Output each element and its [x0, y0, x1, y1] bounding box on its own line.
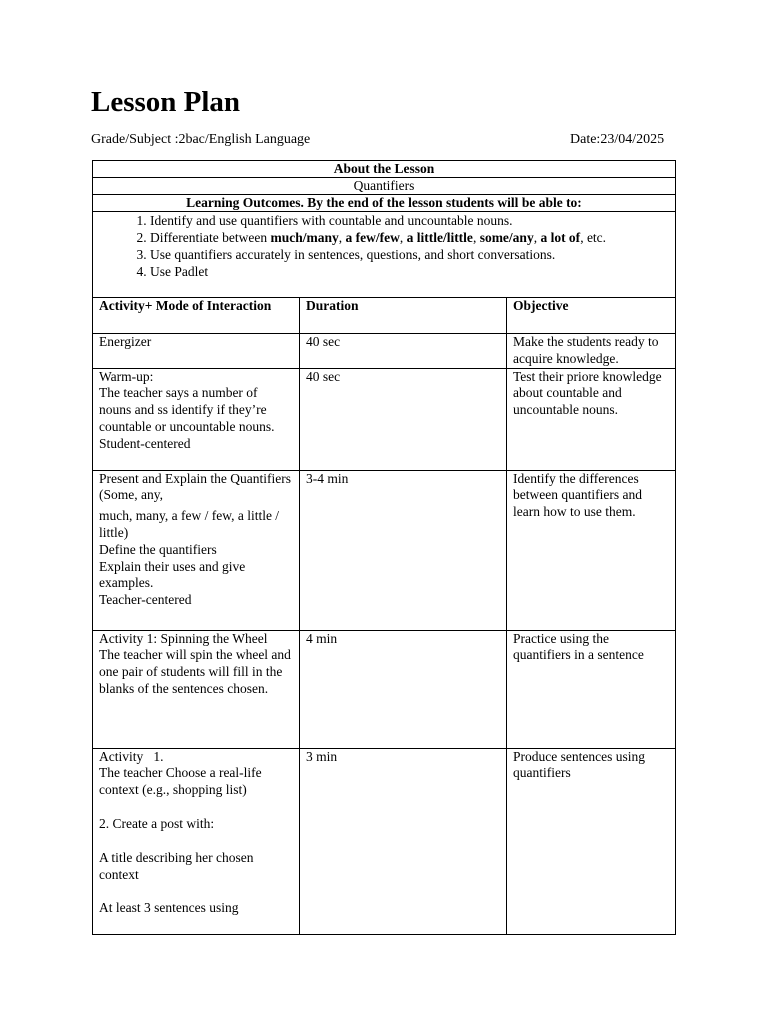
page-title: Lesson Plan [91, 86, 241, 118]
about-lesson-table [92, 160, 676, 298]
spacer [99, 833, 293, 850]
table-row [93, 748, 676, 934]
activity-line: A title describing her chosen context [99, 849, 254, 882]
activity-line: Define the quantifiers [99, 541, 217, 557]
activity-line: The teacher Choose a real-life context (e.g., shopping list) [99, 765, 262, 798]
table-row [93, 334, 676, 369]
activity-cell [93, 470, 300, 630]
about-heading: About the Lesson [93, 161, 676, 178]
outcome-item: 1. Identify and use quantifiers with countable and uncountable nouns. [150, 212, 671, 229]
outcome-text: , [338, 230, 346, 245]
duration-cell: 3 min [300, 748, 507, 934]
activity-cell [93, 368, 300, 470]
header-objective: Objective [507, 298, 676, 334]
outcomes-cell [93, 212, 676, 298]
table-row [93, 630, 676, 748]
header-activity: Activity+ Mode of Interaction [93, 298, 300, 334]
objective-cell: Make the students ready to acquire knowledge. [507, 334, 676, 369]
outcome-text: , etc. [580, 230, 607, 245]
activity-line: Teacher-centered [99, 592, 192, 608]
outcome-text: Differentiate between [150, 230, 271, 245]
activity-cell [93, 748, 300, 934]
duration-cell: 3-4 min [300, 470, 507, 630]
outcome-item: 4. Use Padlet [150, 263, 671, 280]
activity-line: 2. Create a post with: [99, 815, 215, 831]
activity-line: At least 3 sentences using [99, 900, 239, 916]
outcome-text: , [472, 230, 480, 245]
table-row [93, 470, 676, 630]
objective-cell: Identify the differences between quantifiers and learn how to use them. [507, 470, 676, 630]
outcome-item: 3. Use quantifiers accurately in sentences, questions, and short conversations. [150, 246, 671, 263]
outcome-emphasis: much/many [270, 230, 339, 245]
activity-cell [93, 334, 300, 369]
objective-cell: Produce sentences using quantifiers [507, 748, 676, 934]
outcomes-heading: Learning Outcomes. By the end of the lesson students will be able to: [93, 195, 676, 212]
outcome-emphasis: some/any [479, 230, 534, 245]
outcome-emphasis: a few/few [345, 230, 400, 245]
header-duration: Duration [300, 298, 507, 334]
table-header-row [93, 298, 676, 334]
grade-subject: Grade/Subject :2bac/English Language [91, 132, 311, 147]
outcome-text: , [533, 230, 541, 245]
outcome-emphasis: a lot of [540, 230, 581, 245]
outcome-emphasis: a little/little [406, 230, 473, 245]
table-row [93, 368, 676, 470]
activity-line: Activity 1: Spinning the Wheel [99, 630, 268, 646]
lesson-date: Date:23/04/2025 [570, 132, 665, 147]
duration-cell: 40 sec [300, 368, 507, 470]
objective-cell: Practice using the quantifiers in a sentence [507, 630, 676, 748]
spacer [99, 883, 293, 900]
activities-table [92, 297, 676, 935]
activity-line: The teacher will spin the wheel and one pair of students will fill in the blanks of the sentences chosen. [99, 647, 291, 696]
activity-line: Warm-up: [99, 368, 154, 384]
activity-line: Present and Explain the Quantifiers (Some, any, [99, 470, 291, 503]
lesson-topic: Quantifiers [93, 178, 676, 195]
activity-line: The teacher says a number of nouns and ss identify if they’re countable or uncountable nouns. Student-centered [99, 385, 275, 451]
activity-cell [93, 630, 300, 748]
activity-line: Energizer [99, 334, 152, 349]
activity-line: Explain their uses and give examples. [99, 558, 246, 591]
duration-cell: 40 sec [300, 334, 507, 369]
spacer [99, 799, 293, 816]
outcome-item [150, 229, 671, 246]
objective-cell: Test their priore knowledge about countable and uncountable nouns. [507, 368, 676, 470]
activity-line: Activity 1. [99, 748, 164, 764]
outcome-text: , [399, 230, 407, 245]
activity-line: much, many, a few / few, a little / little) [99, 508, 280, 540]
outcomes-list [97, 212, 671, 297]
duration-cell: 4 min [300, 630, 507, 748]
